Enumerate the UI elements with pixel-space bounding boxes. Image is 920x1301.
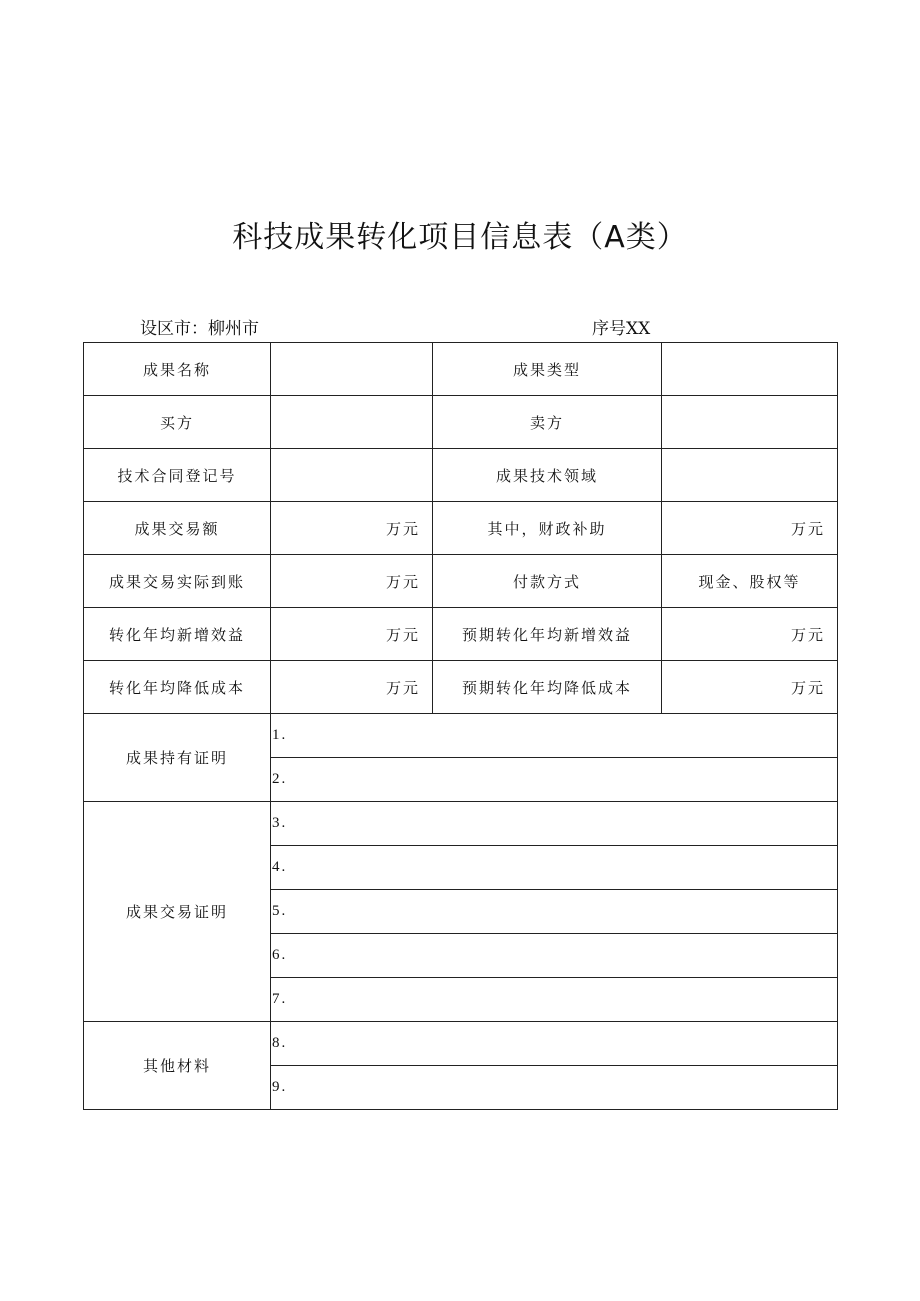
annual-benefit-label: 转化年均新增效益: [84, 608, 271, 661]
technology-field-field[interactable]: [662, 449, 838, 502]
expected-cost-reduction-label: 预期转化年均降低成本: [433, 661, 662, 714]
fiscal-subsidy-field[interactable]: 万元: [662, 502, 838, 555]
transaction-proof-item-3[interactable]: 3.: [271, 802, 838, 846]
table-row: [84, 343, 838, 396]
holding-proof-label: 成果持有证明: [84, 714, 271, 802]
table-row: [84, 555, 838, 608]
technology-field-label: 成果技术领域: [433, 449, 662, 502]
result-type-label: 成果类型: [433, 343, 662, 396]
seller-field[interactable]: [662, 396, 838, 449]
document-title: 科技成果转化项目信息表（A类）: [232, 220, 688, 255]
other-materials-item-8[interactable]: 8.: [271, 1022, 838, 1066]
result-name-field[interactable]: [271, 343, 433, 396]
transaction-amount-label: 成果交易额: [84, 502, 271, 555]
expected-cost-reduction-field[interactable]: 万元: [662, 661, 838, 714]
transaction-proof-item-4[interactable]: 4.: [271, 846, 838, 890]
annual-benefit-field[interactable]: 万元: [271, 608, 433, 661]
table-row: [84, 396, 838, 449]
payment-method-label: 付款方式: [433, 555, 662, 608]
transaction-proof-item-6[interactable]: 6.: [271, 934, 838, 978]
transaction-proof-label: 成果交易证明: [84, 802, 271, 1022]
transaction-amount-field[interactable]: 万元: [271, 502, 433, 555]
table-row: [84, 502, 838, 555]
fiscal-subsidy-label: 其中，财政补助: [433, 502, 662, 555]
transaction-proof-item-5[interactable]: 5.: [271, 890, 838, 934]
table-row: [84, 608, 838, 661]
buyer-label: 买方: [84, 396, 271, 449]
result-type-field[interactable]: [662, 343, 838, 396]
buyer-field[interactable]: [271, 396, 433, 449]
actual-received-label: 成果交易实际到账: [84, 555, 271, 608]
serial-number-label: 序号XX: [592, 319, 651, 339]
actual-received-field[interactable]: 万元: [271, 555, 433, 608]
info-table: [83, 342, 838, 1110]
table-row: [84, 661, 838, 714]
expected-annual-benefit-field[interactable]: 万元: [662, 608, 838, 661]
holding-proof-item-2[interactable]: 2.: [271, 758, 838, 802]
contract-registration-label: 技术合同登记号: [84, 449, 271, 502]
other-materials-label: 其他材料: [84, 1022, 271, 1110]
other-materials-item-9[interactable]: 9.: [271, 1066, 838, 1110]
annual-cost-reduction-field[interactable]: 万元: [271, 661, 433, 714]
contract-registration-field[interactable]: [271, 449, 433, 502]
expected-annual-benefit-label: 预期转化年均新增效益: [433, 608, 662, 661]
seller-label: 卖方: [433, 396, 662, 449]
holding-proof-item-1[interactable]: 1.: [271, 714, 838, 758]
annual-cost-reduction-label: 转化年均降低成本: [84, 661, 271, 714]
transaction-proof-item-7[interactable]: 7.: [271, 978, 838, 1022]
district-label: 设区市：柳州市: [140, 319, 259, 339]
table-row: [84, 802, 838, 846]
payment-method-field[interactable]: 现金、股权等: [662, 555, 838, 608]
table-row: [84, 1022, 838, 1066]
table-row: [84, 449, 838, 502]
table-row: [84, 714, 838, 758]
result-name-label: 成果名称: [84, 343, 271, 396]
